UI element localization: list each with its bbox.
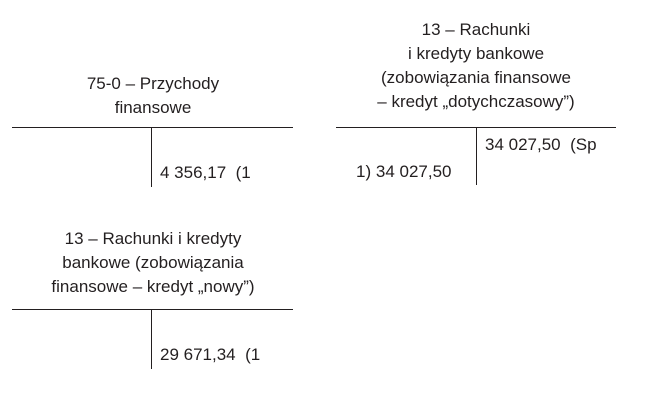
t-account-vertical-line	[151, 127, 152, 187]
entry-ref: (1	[245, 345, 261, 364]
account-title-line: (zobowiązania finansowe	[381, 68, 571, 87]
account-title-line: i kredyty bankowe	[407, 44, 545, 63]
entry-amount: 34 027,50	[375, 162, 452, 181]
account-title-line: – kredyt „dotychczasowy”)	[377, 92, 575, 111]
account-title-line: finansowe – kredyt „nowy”)	[51, 277, 255, 296]
account-title-line: 13 – Rachunki i kredyty	[64, 229, 242, 248]
debit-entry	[356, 162, 452, 182]
account-title	[336, 18, 616, 114]
credit-entry	[160, 345, 260, 365]
entry-ref: (1	[235, 163, 251, 182]
account-title-line: finansowe	[114, 98, 192, 117]
account-title	[12, 72, 294, 120]
credit-entry	[160, 163, 251, 183]
t-account-vertical-line	[476, 127, 477, 185]
entry-amount: 29 671,34	[160, 345, 236, 364]
credit-entry	[485, 135, 597, 155]
entry-amount: 4 356,17	[160, 163, 227, 182]
entry-ref: 1)	[356, 162, 372, 181]
account-title-line: bankowe (zobowiązania	[62, 253, 244, 272]
entry-amount: 34 027,50	[485, 135, 561, 154]
account-title-line: 75-0 – Przychody	[86, 74, 220, 93]
t-account-horizontal-line	[12, 309, 293, 310]
entry-ref: (Sp	[570, 135, 597, 154]
t-account-vertical-line	[151, 309, 152, 369]
account-title	[12, 227, 294, 299]
t-account-horizontal-line	[12, 127, 293, 128]
account-title-line: 13 – Rachunki	[421, 20, 531, 39]
